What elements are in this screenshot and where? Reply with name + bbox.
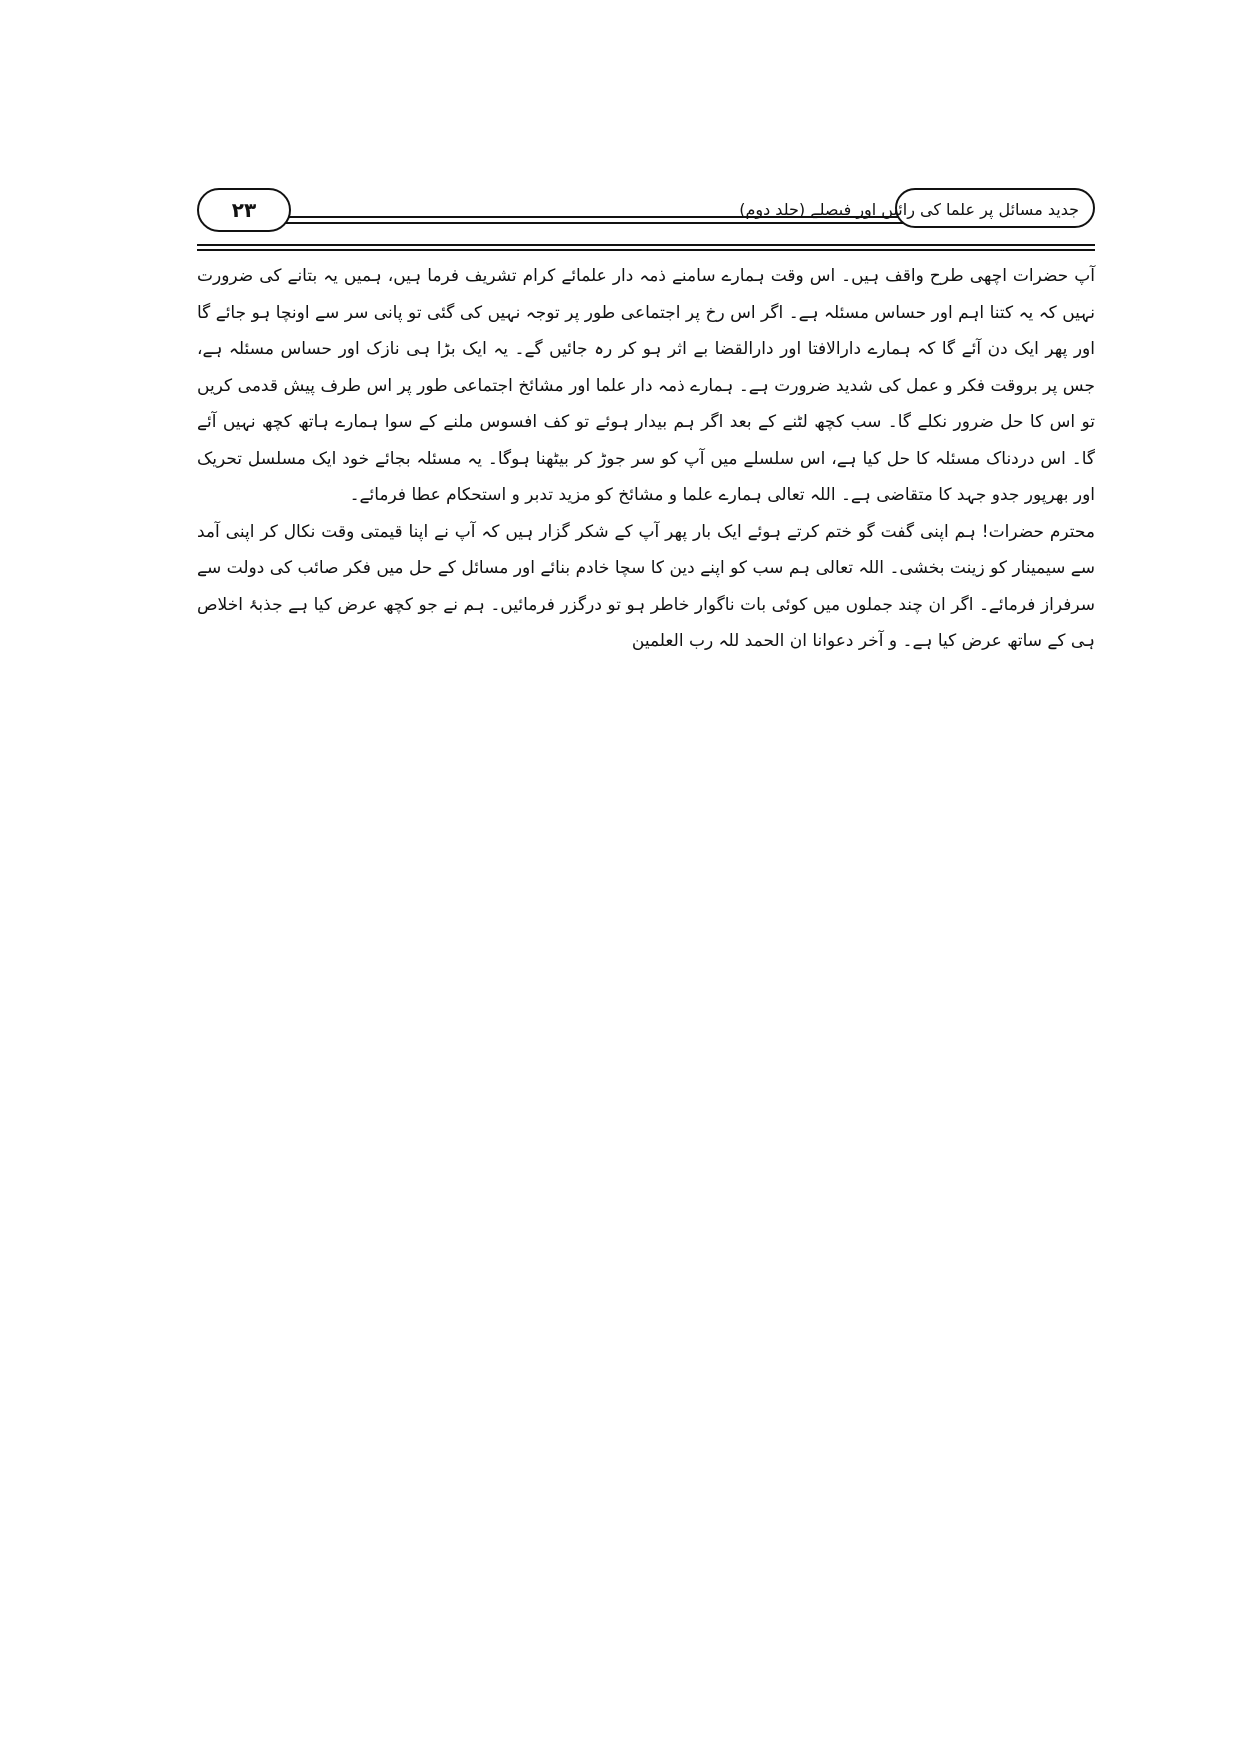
page-header xyxy=(197,188,1095,248)
running-title: جدید مسائل پر علما کی رائیں اور فیصلے (جلد دوم) xyxy=(895,188,1095,228)
paragraph: محترم حضرات! ہم اپنی گفت گو ختم کرتے ہوئے ایک بار پھر آپ کے شکر گزار ہیں کہ آپ نے اپنا قیمتی وقت نکال کر اپنی آمد سے سیمینار کو زینت بخشی۔ اللہ تعالی ہم سب کو اپنے دین کا سچا خادم بنائے اور مسائل کے حل میں فکر صائب کی دولت سے سرفراز فرمائے۔ اگر ان چند جملوں میں کوئی بات ناگوار خاطر ہو تو درگزر فرمائیں۔ ہم نے جو کچھ عرض کیا ہے جذبۂ اخلاص ہی کے ساتھ عرض کیا ہے۔ و آخر دعوانا ان الحمد للہ رب العلمین xyxy=(197,521,1095,651)
body-text xyxy=(197,258,1095,660)
header-underline xyxy=(197,244,1095,246)
page-number: ۲۳ xyxy=(197,188,291,232)
header-underline xyxy=(197,249,1095,251)
paragraph: آپ حضرات اچھی طرح واقف ہیں۔ اس وقت ہمارے سامنے ذمہ دار علمائے کرام تشریف فرما ہیں، ہمیں یہ بتانے کی ضرورت نہیں کہ یہ کتنا اہم اور حساس مسئلہ ہے۔ اگر اس رخ پر اجتماعی طور پر توجہ نہیں کی گئی تو پانی سر سے اونچا ہو جائے گا اور پھر ایک دن آئے گا کہ ہمارے دارالافتا اور دارالقضا بے اثر ہو کر رہ جائیں گے۔ یہ ایک بڑا ہی نازک اور حساس مسئلہ ہے، جس پر بروقت فکر و عمل کی شدید ضرورت ہے۔ ہمارے ذمہ دار علما اور مشائخ اجتماعی طور پر اس طرف پیش قدمی کریں تو اس کا حل ضرور نکلے گا۔ سب کچھ لٹنے کے بعد اگر ہم بیدار ہوئے تو کف افسوس ملنے کے سوا ہمارے ہاتھ کچھ نہیں آئے گا۔ اس دردناک مسئلہ کا حل کیا ہے، اس سلسلے میں آپ کو سر جوڑ کر بیٹھنا ہوگا۔ یہ مسئلہ بجائے خود ایک مسلسل تحریک اور بھرپور جدو جہد کا متقاضی ہے۔ اللہ تعالی ہمارے علما و مشائخ کو مزید تدبر و استحکام عطا فرمائے۔ xyxy=(197,266,1095,505)
